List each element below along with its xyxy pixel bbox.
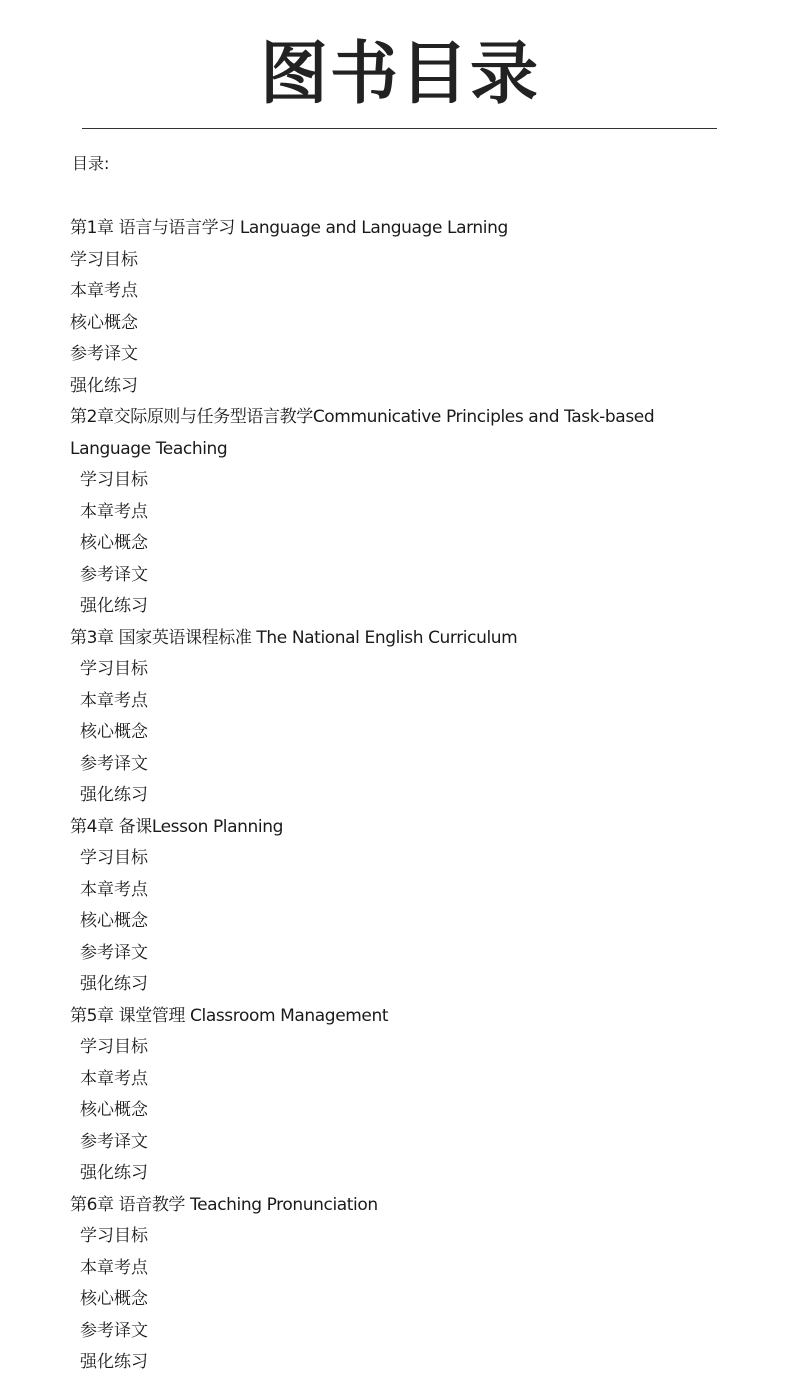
title-divider	[82, 128, 717, 129]
chapter-2	[70, 402, 730, 623]
section-reference-translation: 参考译文	[70, 344, 138, 364]
section-key-points: 本章考点	[70, 281, 138, 301]
section-list	[70, 465, 730, 623]
chapter-title: 第2章交际原则与任务型语言教学Communicative Principles and Task-based Language Teaching	[70, 407, 655, 459]
toc-label: 目录:	[72, 154, 110, 173]
section-learning-goals: 学习目标	[70, 249, 138, 270]
section-list	[70, 1221, 730, 1379]
section-core-concepts: 核心概念	[80, 911, 148, 931]
section-core-concepts: 核心概念	[80, 1100, 148, 1120]
chapter-title: 第1章 语言与语言学习 Language and Language Larning	[70, 218, 508, 238]
section-reference-translation: 参考译文	[80, 1320, 148, 1341]
section-list	[70, 245, 730, 403]
section-core-concepts: 核心概念	[70, 312, 138, 333]
chapter-title: 第5章 课堂管理 Classroom Management	[70, 1005, 389, 1026]
section-practice: 强化练习	[80, 1163, 148, 1183]
section-reference-translation: 参考译文	[80, 942, 148, 963]
chapter-title: 第6章 语音教学 Teaching Pronunciation	[70, 1194, 378, 1215]
section-learning-goals: 学习目标	[80, 848, 148, 868]
section-key-points: 本章考点	[80, 501, 148, 522]
section-learning-goals: 学习目标	[80, 470, 148, 490]
section-practice: 强化练习	[80, 785, 148, 805]
section-learning-goals: 学习目标	[80, 659, 148, 679]
section-practice: 强化练习	[80, 1352, 148, 1372]
chapter-6	[70, 1190, 730, 1379]
section-list	[70, 1032, 730, 1190]
section-key-points: 本章考点	[80, 1068, 148, 1089]
section-core-concepts: 核心概念	[80, 722, 148, 742]
chapter-5	[70, 1001, 730, 1190]
section-key-points: 本章考点	[80, 1257, 148, 1278]
section-learning-goals: 学习目标	[80, 1037, 148, 1057]
section-reference-translation: 参考译文	[80, 564, 148, 585]
section-core-concepts: 核心概念	[80, 533, 148, 553]
section-reference-translation: 参考译文	[80, 753, 148, 774]
section-list	[70, 843, 730, 1001]
chapter-1	[70, 213, 730, 402]
page-title: 图书目录	[259, 35, 540, 114]
section-list	[70, 654, 730, 812]
section-key-points: 本章考点	[80, 879, 148, 900]
table-of-contents	[70, 213, 730, 1379]
section-practice: 强化练习	[80, 596, 148, 616]
section-core-concepts: 核心概念	[80, 1289, 148, 1309]
chapter-title: 第4章 备课Lesson Planning	[70, 816, 283, 837]
chapter-4	[70, 812, 730, 1001]
chapter-3	[70, 623, 730, 812]
section-key-points: 本章考点	[80, 690, 148, 711]
section-reference-translation: 参考译文	[80, 1131, 148, 1152]
section-learning-goals: 学习目标	[80, 1226, 148, 1246]
section-practice: 强化练习	[80, 974, 148, 994]
chapter-title: 第3章 国家英语课程标准 The National English Curriculum	[70, 627, 518, 648]
section-practice: 强化练习	[70, 375, 138, 396]
